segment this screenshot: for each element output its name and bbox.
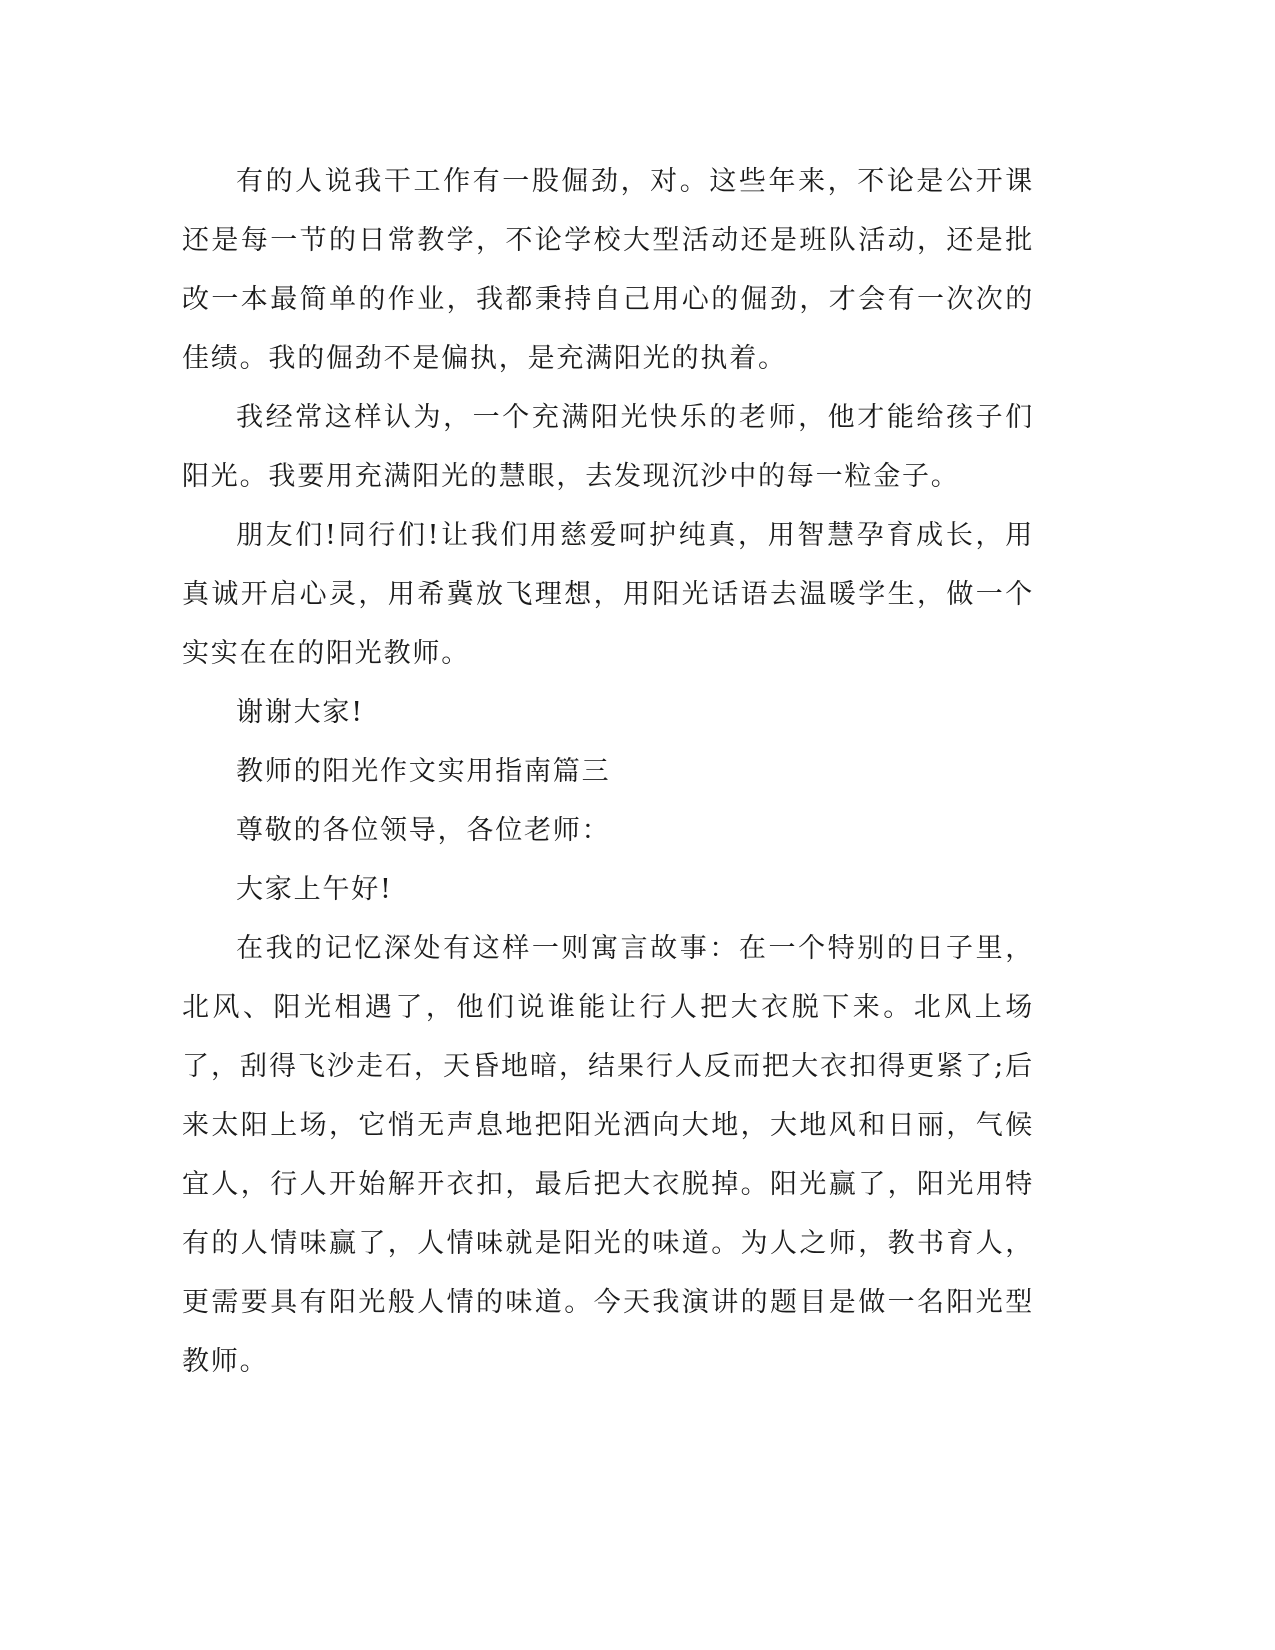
- paragraph-call-to-colleagues: 朋友们!同行们!让我们用慈爱呵护纯真，用智慧孕育成长，用真诚开启心灵，用希冀放飞理想，用阳光话语去温暖学生，做一个实实在在的阳光教师。: [182, 520, 1034, 669]
- section-heading: 教师的阳光作文实用指南篇三: [236, 756, 611, 787]
- paragraph-greeting: 大家上午好!: [236, 874, 393, 905]
- paragraph-fable: 在我的记忆深处有这样一则寓言故事：在一个特别的日子里，北风、阳光相遇了，他们说谁能让行人把大衣脱下来。北风上场了，刮得飞沙走石，天昏地暗，结果行人反而把大衣扣得更紧了;后来太阳上场，它悄无声息地把阳光洒向大地，大地风和日丽，气候宜人，行人开始解开衣扣，最后把大衣脱掉。阳光赢了，阳光用特有的人情味赢了，人情味就是阳光的味道。为人之师，教书育人，更需要具有阳光般人情的味道。今天我演讲的题目是做一名阳光型教师。: [182, 933, 1034, 1377]
- paragraph-thanks: 谢谢大家!: [236, 697, 364, 728]
- paragraph-sunny-teacher: 我经常这样认为，一个充满阳光快乐的老师，他才能给孩子们阳光。我要用充满阳光的慧眼，去发现沉沙中的每一粒金子。: [182, 402, 1034, 492]
- paragraph-salutation: 尊敬的各位领导，各位老师：: [236, 815, 611, 846]
- paragraph-perseverance: 有的人说我干工作有一股倔劲，对。这些年来，不论是公开课还是每一节的日常教学，不论学校大型活动还是班队活动，还是批改一本最简单的作业，我都秉持自己用心的倔劲，才会有一次次的佳绩。我的倔劲不是偏执，是充满阳光的执着。: [182, 166, 1034, 374]
- document-page: [182, 152, 1034, 1391]
